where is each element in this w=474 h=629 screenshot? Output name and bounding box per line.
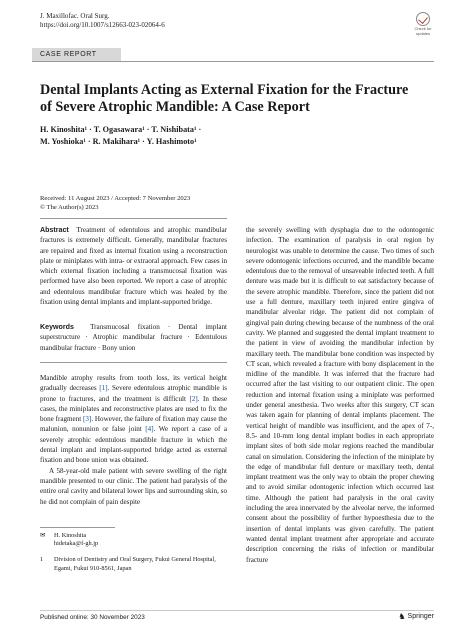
author-line-1: H. Kinoshita¹ · T. Ogasawara¹ · T. Nishibata¹ · bbox=[40, 125, 202, 134]
author-list bbox=[40, 124, 420, 148]
article-dates bbox=[40, 195, 190, 212]
intro-text-2: . Severe edentulous atrophic mandible is prone to fractures, and the treatment is difficult bbox=[40, 384, 228, 403]
journal-header bbox=[40, 12, 165, 30]
contact-email[interactable]: hidetaka@f-gh.jp bbox=[54, 540, 99, 548]
intro-text-3: . In these cases, the miniplates and reconstructive plates are used to fix the bone fragment bbox=[40, 394, 228, 424]
check-updates-line2: updates bbox=[415, 31, 431, 36]
check-for-updates-badge[interactable] bbox=[410, 12, 436, 36]
citation-link[interactable]: [3] bbox=[83, 415, 92, 424]
publisher-logo bbox=[398, 612, 434, 622]
journal-doi[interactable]: https://doi.org/10.1007/s12663-023-02064-6 bbox=[40, 21, 165, 29]
case-paragraph: A 58-year-old male patient with severe swelling of the right mandible presented to our clinic. The patient had paralysis of the entire oral cavity and bilateral lower lips and surrounding skin, so he did not complain of pain despite bbox=[40, 466, 227, 506]
intro-text-1: Mandible atrophy results from tooth loss, its vertical height gradually decreases bbox=[40, 374, 227, 393]
contact-name: H. Kinoshita bbox=[54, 532, 87, 539]
abstract-bottom-rule bbox=[40, 362, 227, 363]
affiliation: Division of Dentistry and Oral Surgery, Fukui General Hospital, Egami, Fukui 910-8561, Japan bbox=[54, 556, 216, 572]
check-updates-icon bbox=[416, 12, 430, 26]
footnotes bbox=[40, 532, 227, 573]
received-accepted: Received: 11 August 2023 / Accepted: 7 November 2023 bbox=[40, 195, 191, 202]
article-title: Dental Implants Acting as External Fixation for the Fracture of Severe Atrophic Mandible: A Case Report bbox=[40, 82, 409, 115]
affiliation-mark: 1 bbox=[40, 556, 44, 564]
body-column-left bbox=[40, 373, 227, 507]
intro-paragraph bbox=[40, 373, 227, 466]
footnote-divider bbox=[40, 527, 115, 528]
footer-divider bbox=[40, 610, 434, 611]
body-column-right: the severely swelling with dysphagia due to the odontogenic infection. The examination of paralysis in oral region by neurologist was unable to determine the cause. Two times of such severe odontogenic infections occurred, and the mandible became edentulous due to the removal of unsaveable infected teeth. A full denture was made but it is difficult to eat satisfactory because of the severe atrophic mandible. Therefore, since the patient did not use a full denture, maxillary teeth injured entire gingiva of mandibular alveolar ridge. The patient did not complain of gingival pain during chewing because of the numbness of the oral cavity. We planned and suggested the dental implant treatment to the patient in view of avoiding the mandibular infection by maxillary teeth. The mandibular bone condition was inspected by CT scan, which revealed a fracture with bony displacement in the midline of the mandible. It was inferred that the fracture had occurred after the last visiting to our outpatient clinic. The open reduction and internal fixation using a miniplate was performed under general anesthesia. Two weeks after this surgery, CT scan was taken again for planning of dental implants placement. The vertical height of mandible was insufficient, and the apex of 7-, 8.5- and 10-mm long dental implant bodies in each appropriate implant sites of both side molar regions reached the mandibular canal on simulation. Considering the infection of the miniplate by the edge of mandibular full denture or maxillary teeth, dental implant treatment was the only way to obtain the proper chewing and to avoid similar odontogenic infection which occurred last time. Although the patient had paralysis in the oral cavity including the area innervated by the alveolar nerve, the informed consent about the possibility of further hypoesthesia due to the insertion of dental implants was given carefully. The patient wanted dental implant treatment after appropriate and accurate description concerning the risks of infection or mandibular fracture bbox=[246, 226, 434, 564]
citation-link[interactable]: [1] bbox=[99, 384, 108, 393]
publisher-name: Springer bbox=[407, 613, 434, 620]
journal-name: J. Maxillofac. Oral Surg. bbox=[40, 12, 110, 20]
intro-text-5: . We report a case of a severely atrophic edentulous mandible fracture in which the dental implant and implant-supported bridge acted as external fixation and bone union was obtained. bbox=[40, 425, 227, 465]
keywords-text: Transmucosal fixation · Dental implant superstructure · Atrophic mandibular fracture · Edentulous mandibular fracture · Bony union bbox=[40, 323, 227, 352]
copyright: © The Author(s) 2023 bbox=[40, 203, 99, 211]
abstract-text: Treatment of edentulous and atrophic mandibular fractures is extremely difficult. Generally, mandibular fractures are repaired and fixed as internal fixation using a reconstruction plate or miniplates with intra- or extraoral approach. Few cases in which external fixation including a transmucosal fixation was performed have also been reported. We report a case of atrophic and edentulous mandibular fracture which was healed by the fixation using dental implants and implant-supported bridge. bbox=[40, 226, 228, 307]
keywords-label: Keywords bbox=[40, 323, 74, 331]
springer-horse-icon: ♞ bbox=[398, 612, 406, 621]
intro-text-4: . However, the failure of fixation may cause the malunion, nonunion or false joint bbox=[40, 415, 227, 434]
citation-link[interactable]: [2] bbox=[189, 394, 198, 403]
check-updates-line1: Check for bbox=[414, 26, 432, 31]
abstract bbox=[40, 225, 227, 307]
abstract-top-rule bbox=[40, 218, 227, 219]
author-line-2: M. Yoshioka¹ · R. Makihara¹ · Y. Hashimoto¹ bbox=[40, 137, 197, 146]
envelope-icon: ✉ bbox=[40, 532, 46, 539]
citation-link[interactable]: [4] bbox=[145, 425, 154, 434]
header-divider bbox=[32, 61, 434, 62]
article-type-label: CASE REPORT bbox=[32, 48, 121, 61]
keywords bbox=[40, 322, 227, 353]
abstract-label: Abstract bbox=[40, 226, 69, 234]
published-date: Published online: 30 November 2023 bbox=[40, 614, 145, 621]
